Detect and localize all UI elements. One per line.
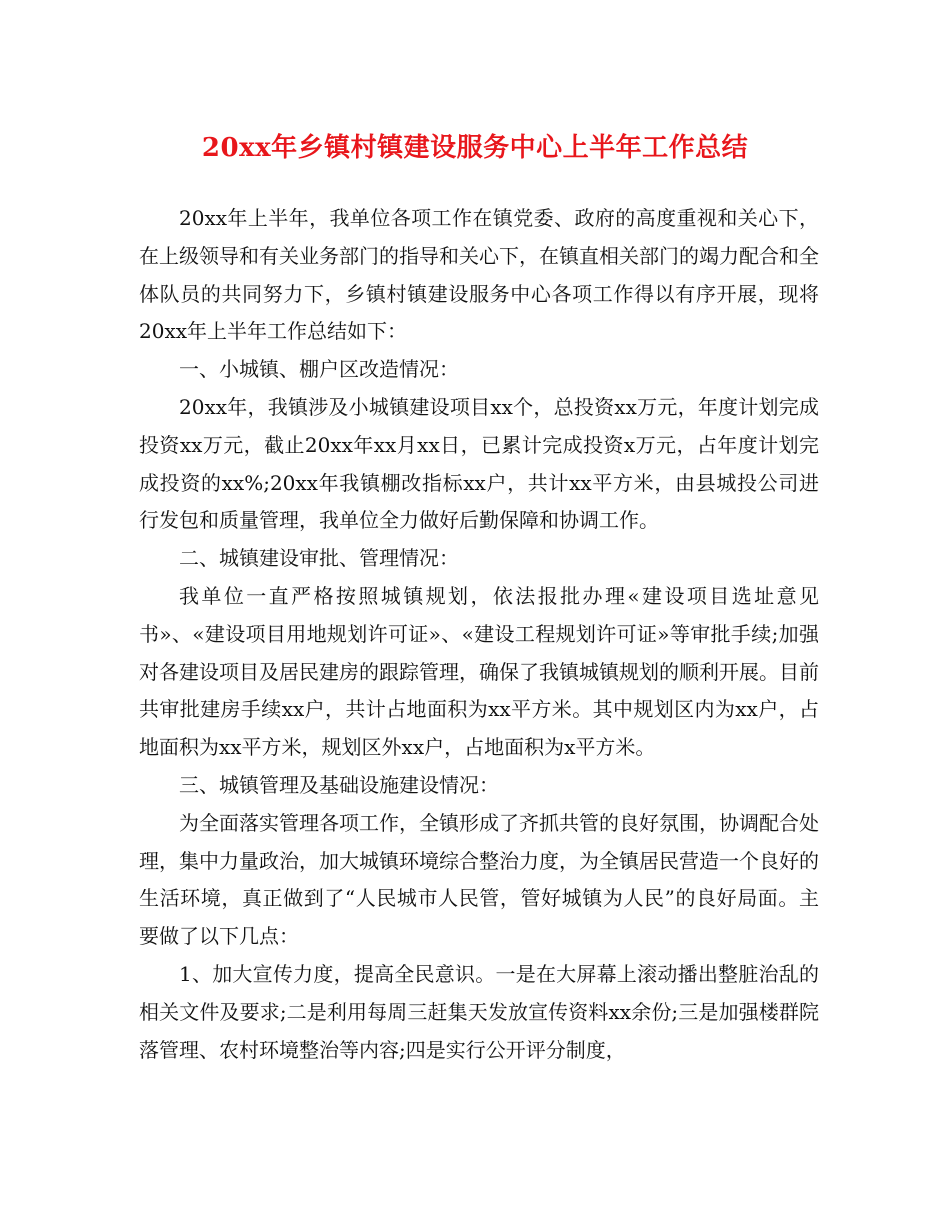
section-heading-1: 一、小城镇、棚户区改造情况： (179, 357, 459, 382)
section-heading-2: 二、城镇建设审批、管理情况： (179, 546, 459, 571)
paragraph-section-2: 我单位一直严格按照城镇规划，依法报批办理«建设项目选址意见书»、«建设项目用地规划许可证»、«建设工程规划许可证»等审批手续;加强对各建设项目及居民建房的跟踪管理，确保了我镇城镇规划的顺利开展。目前共审批建房手续xx户，共计占地面积为xx平方米。其中规划区内为xx户，占地面积为xx平方米，规划区外xx户，占地面积为x平方米。 (139, 583, 819, 760)
section-heading-3: 三、城镇管理及基础设施建设情况： (179, 772, 499, 797)
paragraph-section-1: 20xx年，我镇涉及小城镇建设项目xx个，总投资xx万元，年度计划完成投资xx万元，截止20xx年xx月xx日，已累计完成投资x万元，占年度计划完成投资的xx%;20xx年我镇棚改指标xx户，共计xx平方米，由县城投公司进行发包和质量管理，我单位全力做好后勤保障和协调工作。 (139, 394, 819, 533)
document-title: 20xx年乡镇村镇建设服务中心上半年工作总结 (201, 133, 749, 163)
paragraph-item-1: 1、加大宣传力度，提高全民意识。一是在大屏幕上滚动播出整脏治乱的相关文件及要求;二是利用每周三赶集天发放宣传资料xx余份;三是加强楼群院落管理、农村环境整治等内容;四是实行公开评分制度， (139, 961, 819, 1062)
document-body (139, 200, 819, 1069)
paragraph-section-3: 为全面落实管理各项工作，全镇形成了齐抓共管的良好氛围，协调配合处理，集中力量政治，加大城镇环境综合整治力度，为全镇居民营造一个良好的生活环境，真正做到了“人民城市人民管，管好城镇为人民”的良好局面。主要做了以下几点： (139, 810, 819, 949)
paragraph-intro: 20xx年上半年，我单位各项工作在镇党委、政府的高度重视和关心下，在上级领导和有关业务部门的指导和关心下，在镇直相关部门的竭力配合和全体队员的共同努力下，乡镇村镇建设服务中心各项工作得以有序开展，现将20xx年上半年工作总结如下： (139, 206, 819, 344)
